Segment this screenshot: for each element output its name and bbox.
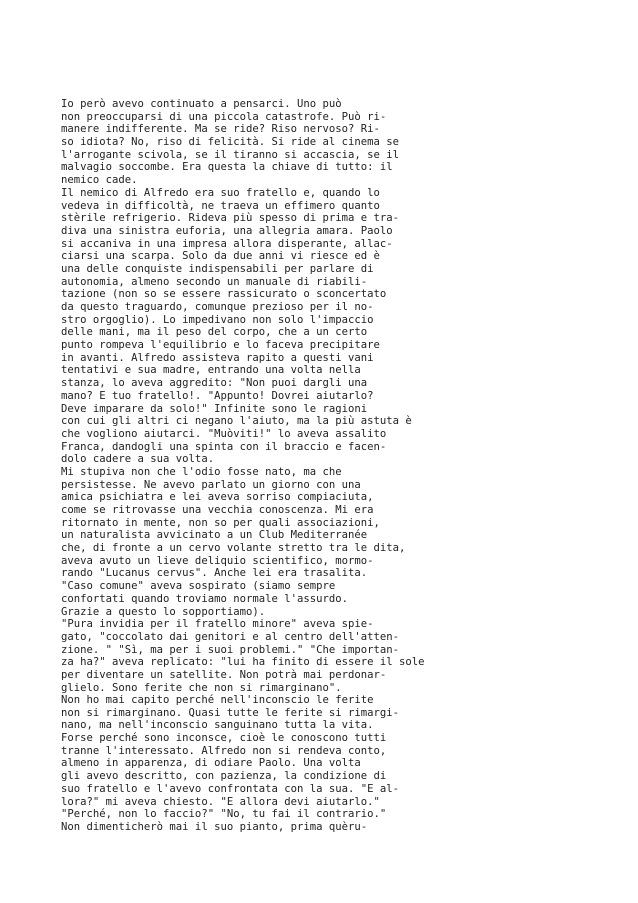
text-line: Grazie a questo lo sopportiamo).: [61, 605, 266, 618]
text-line: "Caso comune" aveva sospirato (siamo sempre: [61, 580, 336, 593]
text-line: glielo. Sono ferite che non si rimarginano".: [61, 681, 342, 694]
text-line: za ha?" aveva replicato: "lui ha finito di essere il sole: [61, 656, 425, 669]
text-line: un naturalista avvicinato a un Club Mediterranée: [61, 529, 368, 542]
text-line: malvagio soccombe. Era questa la chiave di tutto: il: [61, 161, 393, 174]
text-line: Io però avevo continuato a pensarci. Uno può: [61, 98, 342, 110]
text-line: Deve imparare da solo!" Infinite sono le ragioni: [61, 402, 368, 415]
text-line: gato, "coccolato dai genitori e al centro dell'atten-: [61, 630, 400, 643]
text-line: ciarsi una scarpa. Solo da due anni vi riesce ed è: [61, 250, 380, 263]
text-line: che vogliono aiutarci. "Muòviti!" lo aveva assalito: [61, 427, 387, 440]
text-line: in avanti. Alfredo assisteva rapito a questi vani: [61, 351, 374, 364]
text-line: autonomia, almeno secondo un manuale di riabili-: [61, 275, 368, 288]
paragraph-2: [61, 694, 399, 834]
text-line: come se ritrovasse una vecchia conoscenza. Mi era: [61, 504, 374, 516]
text-line: per diventare un satellite. Non potrà mai perdonar-: [61, 668, 387, 681]
text-line: suo fratello e l'avevo confrontata con la sua. "E al-: [61, 782, 400, 795]
text-line: non si rimarginano. Quasi tutte le ferite si rimargi-: [61, 706, 400, 719]
text-line: "Perché, non lo faccio?" "No, tu fai il contrario.": [61, 808, 387, 821]
text-line: delle mani, ma il peso del corpo, che a un certo: [61, 326, 368, 339]
text-line: che, di fronte a un cervo volante stretto tra le dita,: [61, 542, 406, 555]
text-line: almeno in apparenza, di odiare Paolo. Una volta: [61, 757, 361, 770]
text-line: "Pura invidia per il fratello minore" aveva spie-: [61, 618, 374, 631]
text-line: lora?" mi aveva chiesto. "E allora devi aiutarlo.": [61, 795, 380, 808]
text-line: tazione (non so se essere rassicurato o sconcertato: [61, 288, 387, 301]
text-line: Forse perché sono inconsce, cioè le conoscono tutti: [61, 732, 387, 745]
text-line: Mi stupiva non che l'odio fosse nato, ma che: [61, 465, 342, 478]
text-line: Il nemico di Alfredo era suo fratello e, quando lo: [61, 186, 380, 199]
text-line: gli avevo descritto, con pazienza, la condizione di: [61, 770, 387, 783]
text-line: nano, ma nell'inconscio sanguinano tutta la vita.: [61, 719, 374, 732]
text-line: manere indifferente. Ma se ride? Riso nervoso? Ri-: [61, 123, 380, 136]
text-line: Non dimenticherò mai il suo pianto, prima quèru-: [61, 820, 368, 833]
text-line: amica psichiatra e lei aveva sorriso compiaciuta,: [61, 491, 374, 504]
text-line: stro orgoglio). Lo impedivano non solo l'impaccio: [61, 313, 374, 326]
text-line: una delle conquiste indispensabili per parlare di: [61, 262, 374, 275]
text-line: si accaniva in una impresa allora disperante, allac-: [61, 237, 393, 250]
text-line: diva una sinistra euforia, una allegria amara. Paolo: [61, 224, 393, 237]
text-line: rando "Lucanus cervus". Anche lei era trasalita.: [61, 567, 368, 580]
text-line: tentativi e sua madre, entrando una volta nella: [61, 364, 361, 377]
text-line: dolo cadere a sua volta.: [61, 453, 215, 466]
text-line: aveva avuto un lieve deliquio scientifico, mormo-: [61, 554, 374, 567]
text-line: mano? E tuo fratello!. "Appunto! Dovrei aiutarlo?: [61, 389, 374, 402]
text-line: punto rompeva l'equilibrio e lo faceva precipitare: [61, 339, 380, 352]
text-line: zione. " "Sì, ma per i suoi problemi." "Che importan-: [61, 643, 400, 656]
text-line: vedeva in difficoltà, ne traeva un effimero quanto: [61, 199, 380, 212]
text-line: ritornato in mente, non so per quali associazioni,: [61, 516, 380, 529]
text-line: l'arrogante scivola, se il tiranno si accascia, se il: [61, 148, 400, 161]
text-line: confortati quando troviamo normale l'assurdo.: [61, 592, 349, 605]
paragraph-1: [61, 98, 425, 694]
text-line: tranne l'interessato. Alfredo non si rendeva conto,: [61, 744, 387, 757]
text-line: so idiota? No, riso di felicità. Si ride al cinema se: [61, 136, 400, 149]
text-line: Non ho mai capito perché nell'inconscio le ferite: [61, 694, 374, 706]
text-line: Franca, dandogli una spinta con il braccio e facen-: [61, 440, 387, 453]
text-line: stèrile refrigerio. Rideva più spesso di prima e tra-: [61, 212, 400, 225]
text-line: con cui gli altri ci negano l'aiuto, ma la più astuta è: [61, 415, 412, 428]
text-line: persistesse. Ne avevo parlato un giorno con una: [61, 478, 361, 491]
text-line: nemico cade.: [61, 174, 138, 187]
text-line: non preoccuparsi di una piccola catastrofe. Può ri-: [61, 110, 387, 123]
text-line: da questo traguardo, comunque prezioso per il no-: [61, 301, 374, 313]
text-line: stanza, lo aveva aggredito: "Non puoi dargli una: [61, 377, 368, 390]
